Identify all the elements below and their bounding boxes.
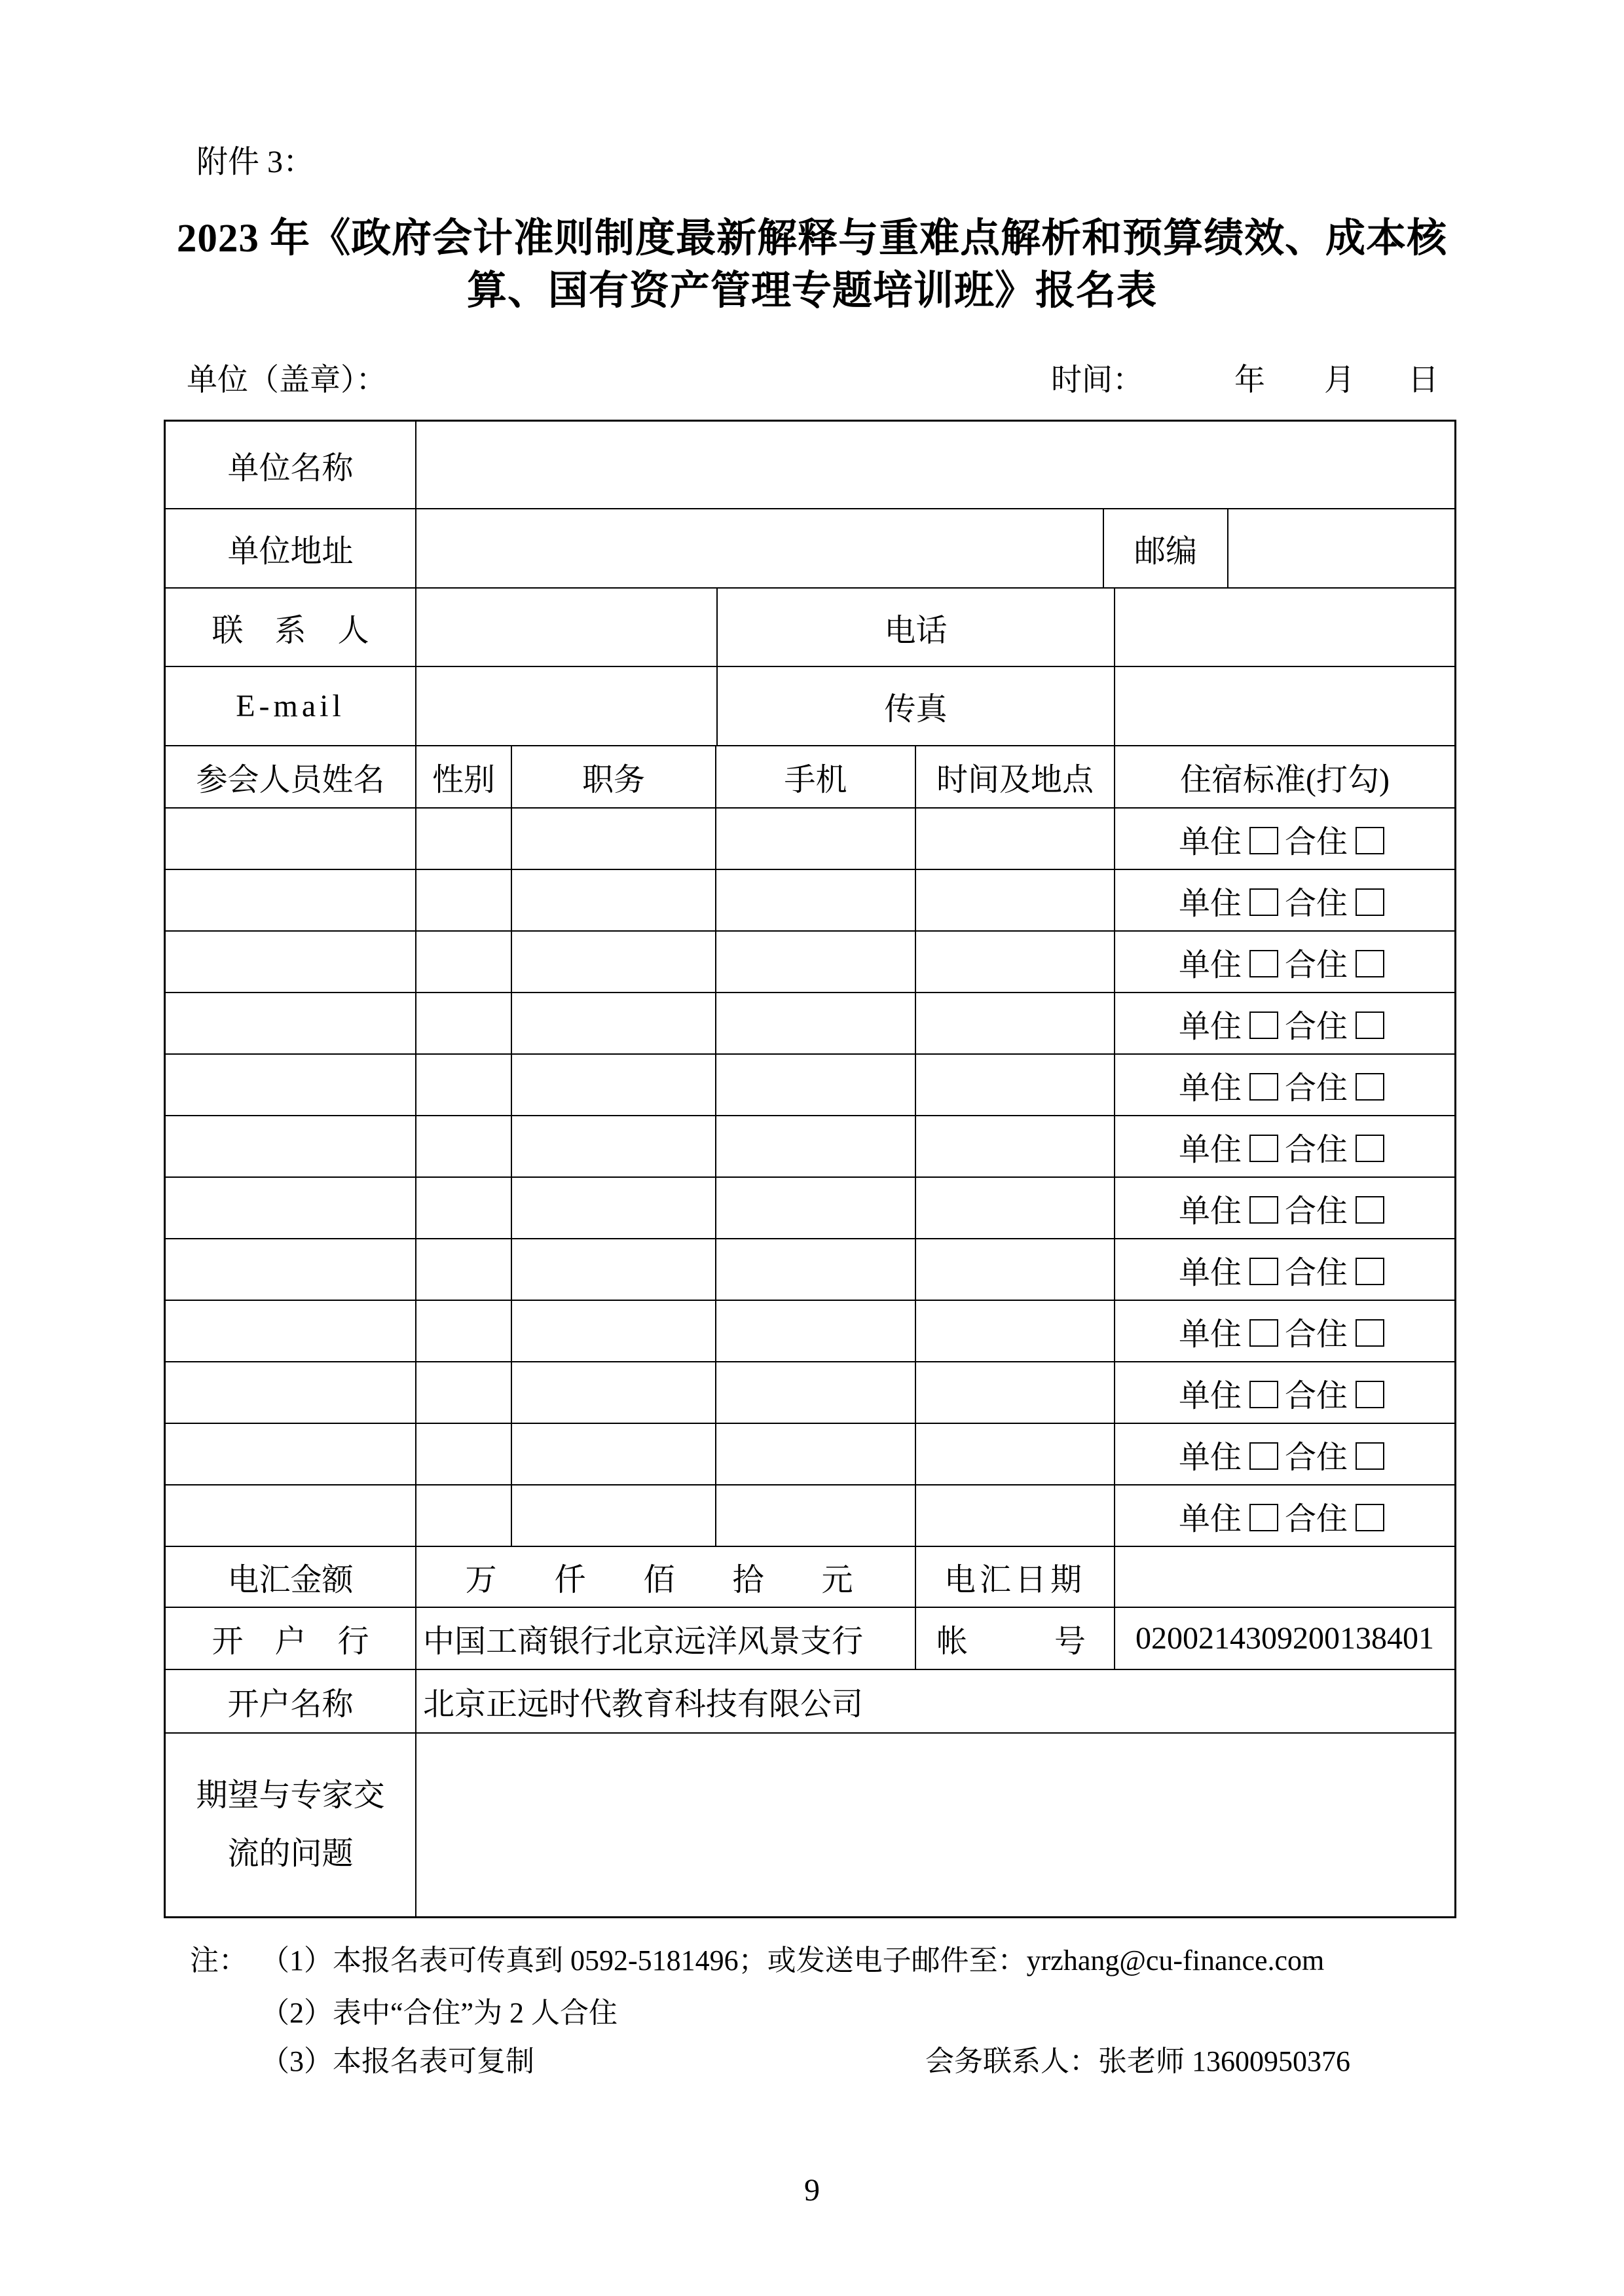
attendee-name-cell[interactable] <box>166 870 416 930</box>
shared-room-label: 合住 <box>1285 824 1348 860</box>
lodging-cell <box>1115 1055 1454 1115</box>
email-row <box>166 667 1454 746</box>
shared-room-label: 合住 <box>1285 1194 1348 1229</box>
shared-room-checkbox[interactable] <box>1356 950 1384 977</box>
attendee-gender-cell[interactable] <box>416 1239 512 1300</box>
lodging-cell <box>1115 1178 1454 1238</box>
shared-room-checkbox[interactable] <box>1356 1381 1384 1408</box>
attendee-mobile-cell[interactable] <box>716 1424 916 1484</box>
page-number: 9 <box>804 2173 820 2208</box>
expectation-label-line2: 流的问题 <box>227 1836 354 1871</box>
attendee-name-cell[interactable] <box>166 1362 416 1423</box>
attendee-row <box>166 1485 1454 1547</box>
attachment-label: 附件 3： <box>196 145 315 179</box>
shared-room-label: 合住 <box>1285 1317 1348 1352</box>
attendee-title-cell[interactable] <box>512 870 716 930</box>
single-room-checkbox[interactable] <box>1249 827 1278 854</box>
shared-room-checkbox[interactable] <box>1356 1442 1384 1470</box>
single-room-checkbox[interactable] <box>1249 1319 1278 1347</box>
attendee-name-cell[interactable] <box>166 809 416 869</box>
expectation-row <box>166 1734 1454 1916</box>
attendee-name-cell[interactable] <box>166 1301 416 1361</box>
page-title-line1: 2023 年《政府会计准则制度最新解释与重难点解析和预算绩效、成本核 <box>176 217 1448 261</box>
attendee-gender-cell[interactable] <box>416 1055 512 1115</box>
unit-name-label: 单位名称 <box>166 422 416 508</box>
notes-prefix: 注： <box>190 1944 248 1977</box>
conference-contact: 会务联系人：张老师 13600950376 <box>925 2045 1350 2077</box>
shared-room-checkbox[interactable] <box>1356 1319 1384 1347</box>
attendee-timeplace-cell[interactable] <box>916 1116 1115 1176</box>
unit-name-row <box>166 422 1454 509</box>
shared-room-label: 合住 <box>1285 1255 1348 1290</box>
unit-address-row <box>166 509 1454 589</box>
attendee-name-cell[interactable] <box>166 932 416 992</box>
lodging-cell <box>1115 932 1454 992</box>
single-room-label: 单住 <box>1178 1070 1242 1106</box>
remittance-row <box>166 1547 1454 1608</box>
shared-room-checkbox[interactable] <box>1356 1073 1384 1101</box>
attendee-row <box>166 1362 1454 1424</box>
bank-label: 开 户 行 <box>166 1608 416 1669</box>
contact-input-cell[interactable] <box>416 589 718 666</box>
page-title-line2: 算、国有资产管理专题培训班》报名表 <box>466 269 1157 313</box>
attendee-timeplace-header: 时间及地点 <box>916 746 1115 807</box>
shared-room-label: 合住 <box>1285 947 1348 983</box>
shared-room-checkbox[interactable] <box>1356 1196 1384 1224</box>
attendee-mobile-cell[interactable] <box>716 1485 916 1546</box>
attendee-gender-cell[interactable] <box>416 1301 512 1361</box>
remittance-date-label: 电汇日期 <box>916 1547 1115 1607</box>
remittance-amount-units: 万 仟 佰 拾 元 <box>416 1547 916 1607</box>
remittance-date-input-cell[interactable] <box>1115 1547 1454 1607</box>
single-room-checkbox[interactable] <box>1249 1196 1278 1224</box>
single-room-checkbox[interactable] <box>1249 888 1278 916</box>
attendee-row <box>166 809 1454 870</box>
attendee-mobile-cell[interactable] <box>716 1301 916 1361</box>
single-room-label: 单住 <box>1178 1440 1242 1475</box>
attendee-gender-cell[interactable] <box>416 1485 512 1546</box>
single-room-label: 单住 <box>1178 1194 1242 1229</box>
account-number-value: 0200214309200138401 <box>1135 1621 1434 1656</box>
attendee-mobile-cell[interactable] <box>716 932 916 992</box>
note-item-2: （2）表中“合住”为 2 人合住 <box>261 1997 618 2029</box>
attendee-name-cell[interactable] <box>166 1424 416 1484</box>
attendee-title-cell[interactable] <box>512 1116 716 1176</box>
phone-input-cell[interactable] <box>1115 589 1454 666</box>
single-room-label: 单住 <box>1178 1009 1242 1044</box>
fax-label: 传真 <box>718 667 1115 745</box>
unit-seal-label: 单位（盖章）： <box>187 363 387 397</box>
attendee-mobile-cell[interactable] <box>716 1178 916 1238</box>
phone-label: 电话 <box>718 589 1115 666</box>
attendee-timeplace-cell[interactable] <box>916 1055 1115 1115</box>
attendee-gender-cell[interactable] <box>416 1178 512 1238</box>
attendee-name-cell[interactable] <box>166 1116 416 1176</box>
lodging-cell <box>1115 1424 1454 1484</box>
lodging-cell <box>1115 1239 1454 1300</box>
shared-room-label: 合住 <box>1285 886 1348 921</box>
single-room-label: 单住 <box>1178 947 1242 983</box>
attendee-title-cell[interactable] <box>512 1485 716 1546</box>
shared-room-label: 合住 <box>1285 1501 1348 1537</box>
single-room-label: 单住 <box>1178 1378 1242 1413</box>
email-label: E-mail <box>166 667 416 745</box>
contact-label: 联 系 人 <box>166 589 416 666</box>
lodging-cell <box>1115 1116 1454 1176</box>
attendee-title-cell[interactable] <box>512 809 716 869</box>
unit-name-input-cell[interactable] <box>416 422 1454 508</box>
attendee-row <box>166 1178 1454 1239</box>
note-item-3: （3）本报名表可复制 <box>261 2045 534 2077</box>
shared-room-checkbox[interactable] <box>1356 1135 1384 1162</box>
attendee-timeplace-cell[interactable] <box>916 870 1115 930</box>
attendee-row <box>166 1301 1454 1362</box>
attendee-gender-cell[interactable] <box>416 870 512 930</box>
single-room-label: 单住 <box>1178 1317 1242 1352</box>
expectation-label <box>166 1734 416 1916</box>
attendee-name-header: 参会人员姓名 <box>166 746 416 807</box>
attendee-mobile-cell[interactable] <box>716 870 916 930</box>
attendee-title-cell[interactable] <box>512 1055 716 1115</box>
fax-input-cell[interactable] <box>1115 667 1454 745</box>
attendee-header-row <box>166 746 1454 809</box>
shared-room-checkbox[interactable] <box>1356 1011 1384 1039</box>
contact-row <box>166 589 1454 667</box>
attendee-timeplace-cell[interactable] <box>916 1239 1115 1300</box>
shared-room-checkbox[interactable] <box>1356 827 1384 854</box>
account-name-row <box>166 1670 1454 1734</box>
single-room-label: 单住 <box>1178 1255 1242 1290</box>
attendee-title-cell[interactable] <box>512 1178 716 1238</box>
attendee-gender-header: 性别 <box>416 746 512 807</box>
attendee-title-cell[interactable] <box>512 1362 716 1423</box>
unit-address-input-cell[interactable] <box>416 509 1104 587</box>
expectation-label-line1: 期望与专家交 <box>196 1777 385 1813</box>
attendee-title-header: 职务 <box>512 746 716 807</box>
shared-room-label: 合住 <box>1285 1440 1348 1475</box>
single-room-label: 单住 <box>1178 824 1242 860</box>
lodging-cell <box>1115 1301 1454 1361</box>
lodging-cell <box>1115 1362 1454 1423</box>
postcode-input-cell[interactable] <box>1228 509 1454 587</box>
attendee-title-cell[interactable] <box>512 932 716 992</box>
attendee-row <box>166 1239 1454 1301</box>
attendee-mobile-cell[interactable] <box>716 809 916 869</box>
lodging-cell <box>1115 1485 1454 1546</box>
year-label: 年 <box>1234 363 1265 397</box>
attendee-row <box>166 1055 1454 1116</box>
single-room-checkbox[interactable] <box>1249 1504 1278 1531</box>
shared-room-label: 合住 <box>1285 1132 1348 1167</box>
account-number-label: 帐 号 <box>916 1608 1115 1669</box>
postcode-label: 邮编 <box>1104 509 1228 587</box>
month-label: 月 <box>1324 363 1355 397</box>
attendee-row <box>166 932 1454 993</box>
note-item-1: （1）本报名表可传真到 0592-5181496；或发送电子邮件至：yrzhang@cu-finance.com <box>261 1944 1325 1977</box>
attendee-timeplace-cell[interactable] <box>916 809 1115 869</box>
attendee-gender-cell[interactable] <box>416 993 512 1053</box>
attendee-mobile-header: 手机 <box>716 746 916 807</box>
attendee-mobile-cell[interactable] <box>716 1055 916 1115</box>
bank-value: 中国工商银行北京远洋风景支行 <box>416 1608 916 1669</box>
bank-row <box>166 1608 1454 1670</box>
attendee-mobile-cell[interactable] <box>716 1116 916 1176</box>
attendee-timeplace-cell[interactable] <box>916 932 1115 992</box>
attendee-name-cell[interactable] <box>166 1485 416 1546</box>
attendee-name-cell[interactable] <box>166 1239 416 1300</box>
lodging-cell <box>1115 870 1454 930</box>
attendee-timeplace-cell[interactable] <box>916 1362 1115 1423</box>
attendee-lodging-header: 住宿标准(打勾) <box>1180 763 1390 797</box>
single-room-checkbox[interactable] <box>1249 1381 1278 1408</box>
single-room-checkbox[interactable] <box>1249 1011 1278 1039</box>
attendee-mobile-cell[interactable] <box>716 1239 916 1300</box>
attendee-title-cell[interactable] <box>512 1239 716 1300</box>
lodging-cell <box>1115 809 1454 869</box>
email-input-cell[interactable] <box>416 667 718 745</box>
attendee-gender-cell[interactable] <box>416 809 512 869</box>
day-label: 日 <box>1408 363 1439 397</box>
attendee-name-cell[interactable] <box>166 1178 416 1238</box>
single-room-checkbox[interactable] <box>1249 1135 1278 1162</box>
single-room-checkbox[interactable] <box>1249 1442 1278 1470</box>
single-room-checkbox[interactable] <box>1249 1073 1278 1101</box>
expectation-input-cell[interactable] <box>416 1734 1454 1916</box>
shared-room-label: 合住 <box>1285 1009 1348 1044</box>
attendee-timeplace-cell[interactable] <box>916 1178 1115 1238</box>
single-room-checkbox[interactable] <box>1249 950 1278 977</box>
account-name-label: 开户名称 <box>166 1670 416 1732</box>
attendee-name-cell[interactable] <box>166 993 416 1053</box>
attendee-title-cell[interactable] <box>512 993 716 1053</box>
attendee-name-cell[interactable] <box>166 1055 416 1115</box>
attendee-gender-cell[interactable] <box>416 1424 512 1484</box>
unit-address-label: 单位地址 <box>166 509 416 587</box>
attendee-title-cell[interactable] <box>512 1301 716 1361</box>
attendee-title-cell[interactable] <box>512 1424 716 1484</box>
remittance-amount-label: 电汇金额 <box>166 1547 416 1607</box>
attendee-row <box>166 993 1454 1055</box>
attendee-mobile-cell[interactable] <box>716 1362 916 1423</box>
attendee-row <box>166 1116 1454 1178</box>
single-room-label: 单住 <box>1178 1132 1242 1167</box>
registration-table <box>164 420 1456 1918</box>
shared-room-checkbox[interactable] <box>1356 1258 1384 1285</box>
attendee-row <box>166 870 1454 932</box>
attendee-gender-cell[interactable] <box>416 1116 512 1176</box>
time-label: 时间： <box>1051 363 1143 397</box>
single-room-label: 单住 <box>1178 1501 1242 1537</box>
attendee-timeplace-cell[interactable] <box>916 1301 1115 1361</box>
attendee-row <box>166 1424 1454 1485</box>
attendee-timeplace-cell[interactable] <box>916 993 1115 1053</box>
single-room-label: 单住 <box>1178 886 1242 921</box>
shared-room-checkbox[interactable] <box>1356 1504 1384 1531</box>
attendee-timeplace-cell[interactable] <box>916 1424 1115 1484</box>
attendee-mobile-cell[interactable] <box>716 993 916 1053</box>
account-name-value: 北京正远时代教育科技有限公司 <box>423 1687 864 1722</box>
shared-room-checkbox[interactable] <box>1356 888 1384 916</box>
lodging-cell <box>1115 993 1454 1053</box>
shared-room-label: 合住 <box>1285 1070 1348 1106</box>
single-room-checkbox[interactable] <box>1249 1258 1278 1285</box>
attendee-gender-cell[interactable] <box>416 1362 512 1423</box>
attendee-timeplace-cell[interactable] <box>916 1485 1115 1546</box>
attendee-gender-cell[interactable] <box>416 932 512 992</box>
shared-room-label: 合住 <box>1285 1378 1348 1413</box>
